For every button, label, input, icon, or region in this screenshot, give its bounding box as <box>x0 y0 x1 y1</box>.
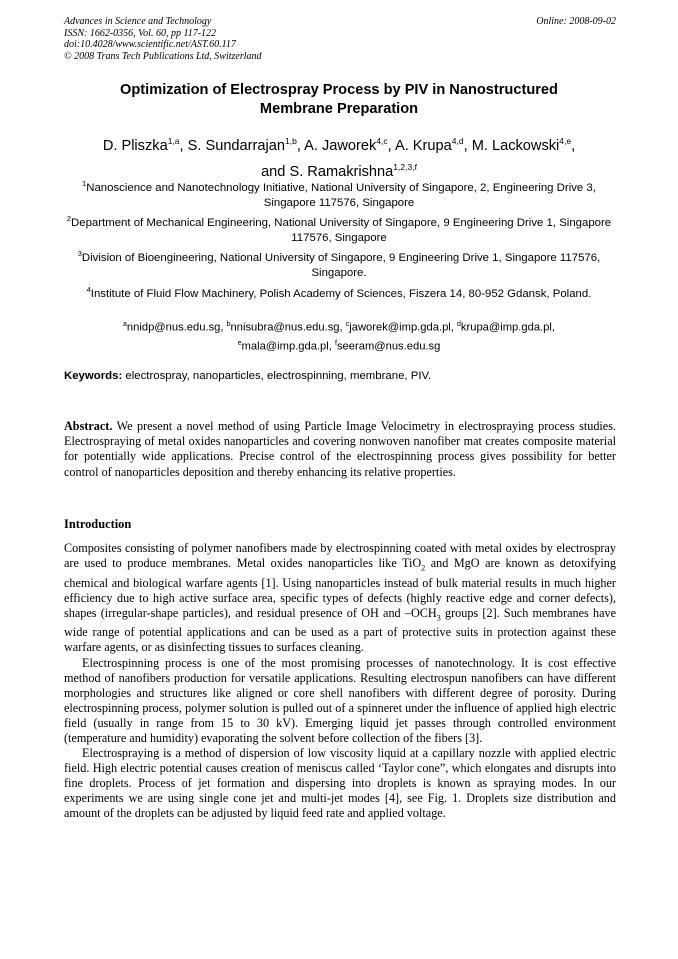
keywords <box>64 369 624 384</box>
journal-name: Advances in Science and Technology <box>64 16 212 27</box>
paragraph: Electrospinning process is one of the most promising processes of nanotechnology. It is cost effective method of nanofibers production for versatile applications. Resulting electrospun nanofibers can have different morphologies and structures like aligned or core shell nanofibers with different degree of porosity. During electrospinning process, polymer solution is pulled out of a spinneret under the influence of applied high electric field (usually in range from 15 to 30 kV). Emerging liquid jet passes through controlled environment (temperature and humidity) evaporating the solvent before collection of the fibers [3]. <box>64 655 616 745</box>
affiliation: $^3$Division of Bioengineering, National University of Singapore, 9 Engineering Drive 1, Singapore 117576, Singapore. <box>77 249 601 279</box>
paragraph: Composites consisting of polymer nanofibers made by electrospinning coated with metal oxides by electrospray are used to produce membranes. Metal oxides nanoparticles like TiO$_2$ and MgO are known as detoxifying chemical and biological warfare agents [1]. Using nanoparticles instead of bulk material results in much higher efficiency due to high active surface area, specific types of defects (highly reactive edge and corner defects), shapes (irregular-shape particles), and residual presence of OH and $-OCH_3$ groups [2]. Such membranes have wide range of potential applications and can be used as a part of protective suits in protection against these warfare agents, or as disinfecting tissues to surfaces cleaning. <box>64 541 616 655</box>
abstract <box>64 419 616 480</box>
section-heading: Introduction <box>64 517 132 531</box>
paragraph: Electrospraying is a method of dispersion of low viscosity liquid at a capillary nozzle with applied electric field. High electric potential causes creation of meniscus called ‘Taylor cone”, which elongates and disrupts into fine droplets. Process of jet formation and dispersing into droplets is known as spraying modes. In our experiments we are using single cone jet and multi-jet modes [4], see Fig. 1. Droplets size distribution and amount of the droplets can be adjusted by liquid feed rate and applied voltage. <box>64 746 616 821</box>
author: S. Sundarrajan$^{1,b}$, <box>187 136 305 154</box>
email: nnidp@nus.edu.sg <box>126 321 221 334</box>
abstract-label: Abstract. <box>64 419 113 433</box>
journal-header <box>64 16 262 62</box>
keywords-label: Keywords: <box>64 370 123 382</box>
author: A. Krupa$^{4,d}$, <box>394 136 472 154</box>
paper-title <box>60 81 618 119</box>
email: jaworek@imp.gda.pl <box>349 321 451 334</box>
email: mala@imp.gda.pl <box>241 340 329 353</box>
author: D. Pliszka$^{1,a}$, <box>102 136 188 154</box>
keywords-text: electrospray, nanoparticles, electrospinning, membrane, PIV. <box>122 370 432 382</box>
affiliation: $^1$Nanoscience and Nanotechnology Initiative, National University of Singapore, 2, Engineering Drive 3, Singapore 117576, Singapore <box>82 179 596 209</box>
title-line-2: Membrane Preparation <box>259 101 419 117</box>
introduction-body <box>64 541 616 822</box>
affiliation: $^4$Institute of Fluid Flow Machinery, Polish Academy of Sciences, Fiszera 14, 80-952 Gdansk, Poland. <box>86 285 592 300</box>
email: krupa@imp.gda.pl <box>460 321 552 334</box>
author: A. Jaworek$^{4,c}$, <box>304 136 395 154</box>
author: M. Lackowski$^{4,e}$, <box>471 136 576 154</box>
email: nnisubra@nus.edu.sg <box>230 321 340 334</box>
issn: ISSN: 1662-0356, Vol. 60, pp 117-122 <box>64 27 217 39</box>
email-list: $^a$nnidp@nus.edu.sg, $^b$nnisubra@nus.edu.sg, $^c$jaworek@imp.gda.pl, $^d$krupa@imp.gda.pl, $^e$mala@imp.gda.pl, $^f$seeram@nus.edu.sg <box>123 321 555 353</box>
affiliation: $^2$Department of Mechanical Engineering, National University of Singapore, 9 Engineering Drive 1, Singapore 117576, Singapore <box>66 214 612 244</box>
author: and S. Ramakrishna$^{1,2,3,f}$ <box>261 161 417 180</box>
doi: doi:10.4028/www.scientific.net/AST.60.117 <box>64 39 236 50</box>
copyright: © 2008 Trans Tech Publications Ltd, Switzerland <box>64 50 262 62</box>
author-list <box>50 131 628 183</box>
title-line-1: Optimization of Electrospray Process by PIV in Nanostructured <box>120 82 558 98</box>
abstract-text: We present a novel method of using Particle Image Velocimetry in electrospraying process studies. Electrospraying of metal oxides nanoparticles and covering nonwoven nanofiber mat creates composite material for potentially wide applications. Precise control of the electrospinning process gives possibility for better control of nanoparticles deposition and thereby enhancing its relative properties. <box>64 419 616 479</box>
online-date: Online: 2008-09-02 <box>536 16 616 27</box>
email: seeram@nus.edu.sg <box>336 340 441 353</box>
